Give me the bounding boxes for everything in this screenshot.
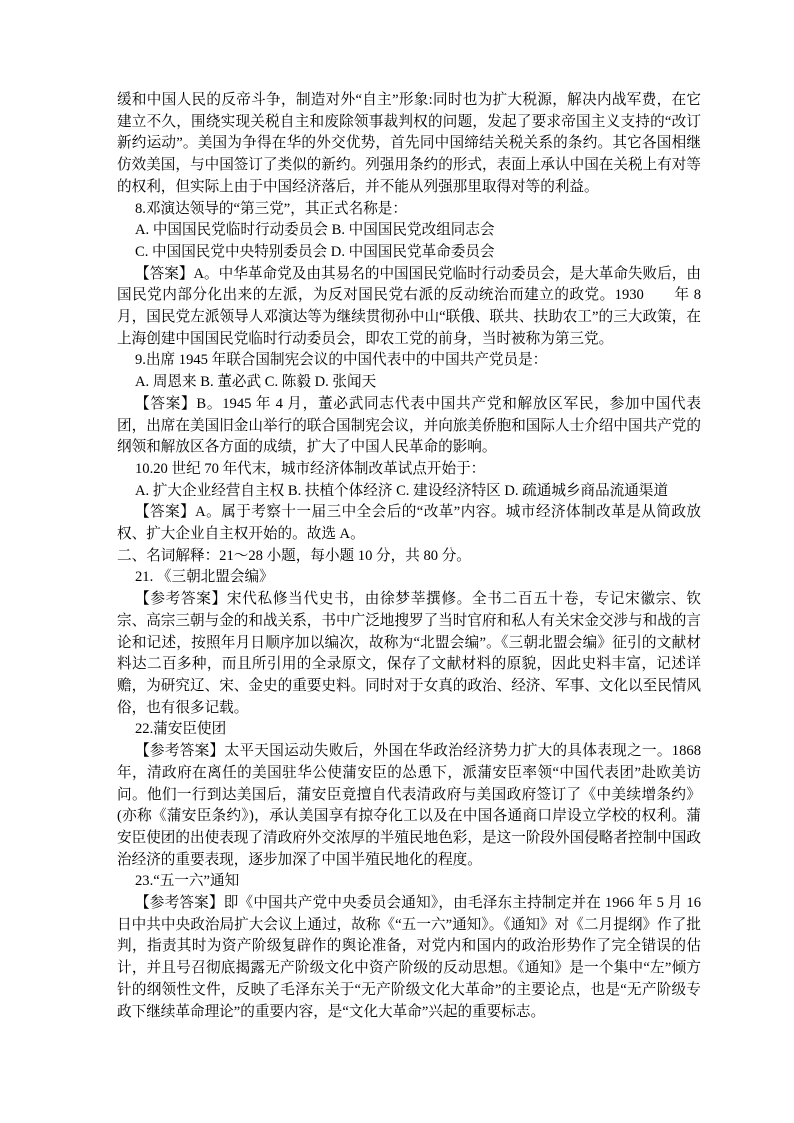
term-23-title: 23.“五一六”通知 (135, 873, 240, 890)
question-10-options: A. 扩大企业经营自主权 B. 扶植个体经济 C. 建设经济特区 D. 疏通城乡商品流通渠道 (135, 482, 669, 499)
term-21-title: 21. 《三朝北盟会编》 (135, 569, 274, 586)
term-22-title: 22.蒲安臣使团 (135, 721, 227, 738)
question-8-options-cd: C. 中国国民党中央特别委员会 D. 中国国民党革命委员会 (135, 243, 495, 260)
term-23-answer: 【参考答案】即《中国共产党中央委员会通知》，由毛泽东主持制定并在 1966 年 5 月 16 日中共中央政治局扩大会议上通过，故称《“五一六”通知》。《通知》对《二月提纲》作了批判，指责其时为资产阶级复辟作的舆论准备，对党内和国内的政治形势作了完全错误的估计，并且号召彻底揭露无产阶级文化中资产阶级的反动思想。《通知》是一个集中“左”倾方针的纲领性文件，反映了毛泽东关于“无产阶级文化大革命”的主要论点，也是“无产阶级专政下继续革命理论”的重要内容，是“文化大革命”兴起的重要标志。 (117, 895, 701, 1020)
term-22-answer: 【参考答案】太平天国运动失败后，外国在华政治经济势力扩大的具体表现之一。1868 年，清政府在离任的美国驻华公使蒲安臣的怂恿下，派蒲安臣率领“中国代表团”赴欧美访问。他们一行到达美国后，蒲安臣竟擅自代表清政府与美国政府签订了《中美续增条约》(亦称《蒲安臣条约》)，承认美国享有掠夺化工以及在中国各通商口岸设立学校的权利。蒲安臣使团的出使表现了清政府外交浓厚的半殖民地色彩，是这一阶段外国侵略者控制中国政治经济的重要表现，逐步加深了中国半殖民地化的程度。 (117, 743, 701, 868)
question-10-text: 10.20 世纪 70 年代末，城市经济体制改革试点开始于： (135, 460, 486, 477)
question-9-answer: 【答案】B。1945 年 4 月，董必武同志代表中国共产党和解放区军民，参加中国代表团，出席在美国旧金山举行的联合国制宪会议，并向旅美侨胞和国际人士介绍中国共产党的纲领和解放区各方面的成绩，扩大了中国人民革命的影响。 (117, 395, 701, 456)
question-9-text: 9.出席 1945 年联合国制宪会议的中国代表中的中国共产党员是： (135, 352, 548, 369)
term-21-answer: 【参考答案】宋代私修当代史书，由徐梦莘撰修。全书二百五十卷，专记宋徽宗、钦宗、高宗三朝与金的和战关系，书中广泛地搜罗了当时官府和私人有关宋金交涉与和战的言论和记述，按照年月日顺序加以编次，故称为“北盟会编”。《三朝北盟会编》征引的文献材料达二百多种，而且所引用的全录原文，保存了文献材料的原貌，因此史料丰富，记述详赡，为研究辽、宋、金史的重要史料。同时对于女真的政治、经济、军事、文化以至民情风俗，也有很多记载。 (117, 591, 701, 716)
question-8-options-ab: A. 中国国民党临时行动委员会 B. 中国国民党改组同志会 (135, 222, 495, 239)
question-10-answer: 【答案】A。属于考察十一届三中全会后的“改革”内容。城市经济体制改革是从简政放权、扩大企业自主权开始的。故选 A。 (117, 504, 701, 543)
document-content (117, 90, 701, 1023)
question-9-options: A. 周恩来 B. 董必武 C. 陈毅 D. 张闻天 (135, 374, 377, 391)
paragraph-intro-continuation: 缓和中国人民的反帝斗争，制造对外“自主”形象:同时也为扩大税源，解决内战军费，在它建立不久，围绕实现关税自主和废除领事裁判权的问题，发起了要求帝国主义支持的“改订新约运动”。美国为争得在华的外交优势，首先同中国缔结关税关系的条约。其它各国相继仿效美国，与中国签订了类似的新约。列强用条约的形式，表面上承认中国在关税上有对等的权利，但实际上由于中国经济落后，并不能从列强那里取得对等的利益。 (117, 92, 701, 195)
section-header-noun-explanation: 二、名词解释：21～28 小题，每小题 10 分，共 80 分。 (117, 547, 471, 564)
question-8-answer: 【答案】A。中华革命党及由其易名的中国国民党临时行动委员会，是大革命失败后，由国民党内部分化出来的左派，为反对国民党右派的反动统治而建立的政党。1930 年 8月，国民党左派领导人邓演达等为继续贯彻孙中山“联俄、联共、扶助农工”的三大政策，在上海创建中国国民党临时行动委员会，即农工党的前身，当时被称为第三党。 (117, 265, 701, 347)
question-8-text: 8.邓演达领导的“第三党”，其正式名称是： (135, 200, 407, 217)
